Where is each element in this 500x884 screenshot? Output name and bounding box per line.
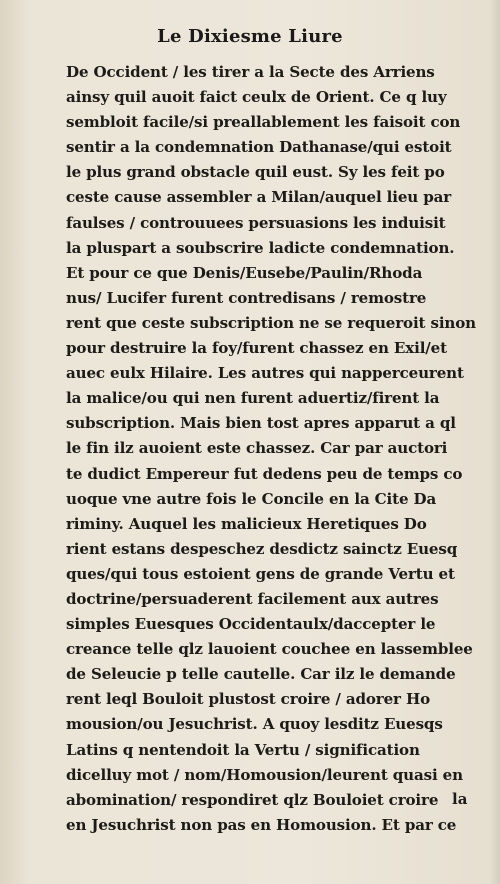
text-line: de Seleucie p telle cautelle. Car ilz le demande [66,665,456,684]
text-line: mousion/ou Jesuchrist. A quoy lesditz Euesqs [66,715,443,734]
text-line: sembloit facile/si preallablement les faisoit con [66,113,461,132]
text-line: rient estans despeschez desdictz sainctz Euesq [66,539,458,558]
text-line: sentir a la condemnation Dathanase/qui estoit [66,138,452,157]
text-line: abomination/ respondiret qlz Bouloiet croire [66,790,439,809]
running-head: Le Dixiesme Liure [157,26,343,47]
text-line: ceste cause assembler a Milan/auquel lieu par [66,188,452,207]
text-line: simples Euesques Occidentaulx/daccepter le [66,615,436,634]
text-line: la malice/ou qui nen furent aduertiz/firent la [66,389,440,408]
text-line: faulses / controuuees persuasions les induisit [66,213,446,232]
text-line: nus/ Lucifer furent contredisans / remostre [66,288,427,307]
text-line: le plus grand obstacle quil eust. Sy les feit po [66,163,445,182]
text-line: rent leql Bouloit plustost croire / adorer Ho [66,690,430,709]
catchword: la [452,790,468,808]
body-text [66,60,476,838]
text-line: Et pour ce que Denis/Eusebe/Paulin/Rhoda [66,263,423,282]
text-line: doctrine/persuaderent facilement aux autres [66,589,439,608]
text-line: pour destruire la foy/furent chassez en Exil/et [66,339,447,358]
text-line: Latins q nentendoit la Vertu / signification [66,740,420,759]
text-line: dicelluy mot / nom/Homousion/leurent quasi en [66,765,463,784]
text-line: le fin ilz auoient este chassez. Car par auctori [66,439,448,458]
text-line: ainsy quil auoit faict ceulx de Orient. Ce q luy [66,88,447,107]
text-line: te dudict Empereur fut dedens peu de temps co [66,464,463,483]
text-line: De Occident / les tirer a la Secte des Arriens [66,63,435,81]
text-line: ques/qui tous estoient gens de grande Vertu et [66,564,455,583]
text-line: subscription. Mais bien tost apres apparut a ql [66,414,456,433]
text-line: la pluspart a soubscrire ladicte condemnation. [66,238,455,257]
text-line: creance telle qlz lauoient couchee en lassemblee [66,640,473,659]
text-line: en Jesuchrist non pas en Homousion. Et par ce [66,815,457,834]
text-line: riminy. Auquel les malicieux Heretiques Do [66,514,427,533]
text-line: rent que ceste subscription ne se requeroit sinon [66,313,476,332]
text-line: uoque vne autre fois le Concile en la Cite Da [66,489,437,508]
text-line: auec eulx Hilaire. Les autres qui nappercеurent [66,364,464,383]
page-edge-shadow [490,0,500,884]
